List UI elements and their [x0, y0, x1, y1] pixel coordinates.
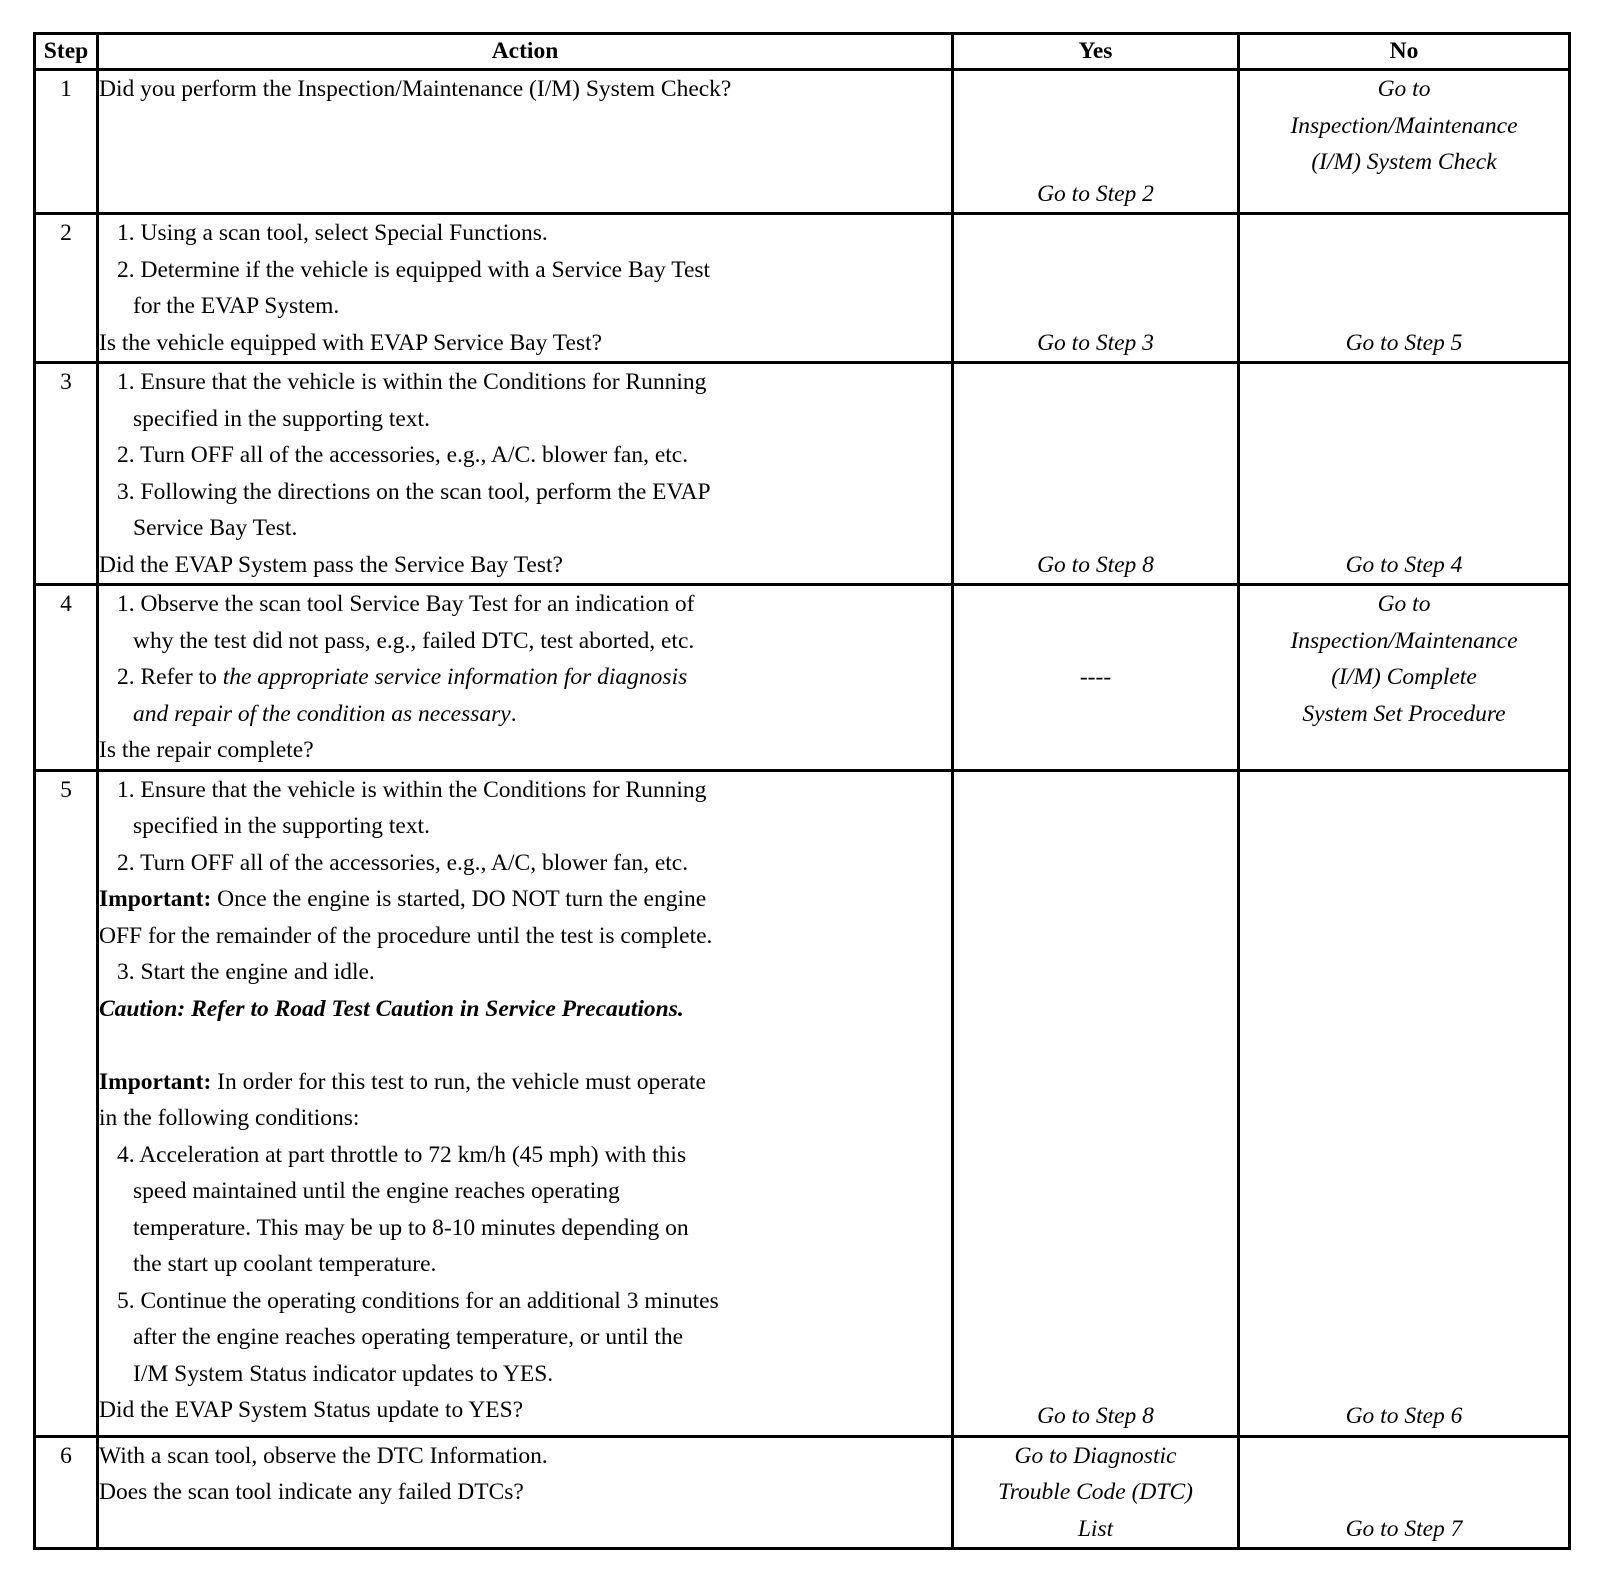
no-cell	[1239, 363, 1570, 585]
action-line: 1. Using a scan tool, select Special Functions.	[117, 220, 548, 246]
action-cell	[98, 214, 953, 363]
table-row	[35, 770, 1570, 1436]
caution-note: Caution: Refer to Road Test Caution in Service Precautions.	[99, 995, 684, 1022]
yes-cell	[953, 1436, 1239, 1549]
header-yes: Yes	[953, 34, 1239, 70]
action-line: 2. Turn OFF all of the accessories, e.g., A/C, blower fan, etc.	[117, 849, 689, 876]
no-cell	[1239, 585, 1570, 771]
period: .	[510, 700, 517, 727]
yes-link[interactable]: Go to Step 2	[1037, 180, 1154, 207]
action-line	[99, 696, 951, 733]
no-cell	[1239, 770, 1570, 1436]
important-text: Once the engine is started, DO NOT turn the engine	[211, 886, 707, 912]
action-line: 4. Acceleration at part throttle to 72 km/h (45 mph) with this	[117, 1141, 687, 1168]
table-row	[35, 1436, 1570, 1549]
table-row	[35, 585, 1570, 771]
action-line: specified in the supporting text.	[133, 405, 430, 432]
step-number: 4	[35, 585, 98, 771]
important-label: Important:	[99, 886, 212, 912]
header-no: No	[1239, 34, 1570, 70]
service-info-link[interactable]: and repair of the condition as necessary	[133, 700, 511, 727]
table-row	[35, 363, 1570, 585]
yes-link[interactable]: Go to Step 8	[1037, 551, 1154, 578]
action-line: I/M System Status indicator updates to YES.	[133, 1360, 554, 1387]
yes-link[interactable]: Go to Step 8	[1037, 1403, 1154, 1429]
important-label: Important:	[99, 1068, 212, 1095]
action-question: Does the scan tool indicate any failed DTCs?	[99, 1479, 524, 1505]
table-row	[35, 214, 1570, 363]
action-line: in the following conditions:	[99, 1105, 360, 1131]
yes-cell	[953, 70, 1239, 214]
action-cell	[98, 1436, 953, 1549]
no-cell	[1239, 1436, 1570, 1549]
action-question: Is the repair complete?	[99, 737, 314, 763]
step-number: 5	[35, 770, 98, 1436]
action-question: Did the EVAP System Status update to YES?	[99, 1397, 524, 1423]
yes-link[interactable]: Trouble Code (DTC)	[998, 1479, 1193, 1505]
header-step: Step	[35, 34, 98, 70]
action-line: Did you perform the Inspection/Maintenance (I/M) System Check?	[99, 76, 732, 102]
action-question: Did the EVAP System pass the Service Bay Test?	[99, 551, 563, 578]
yes-text: ----	[1079, 664, 1112, 690]
action-line: after the engine reaches operating temperature, or until the	[133, 1324, 684, 1350]
table-row	[35, 70, 1570, 214]
action-line: 2. Determine if the vehicle is equipped with a Service Bay Test	[117, 256, 711, 283]
no-link[interactable]: Go to Step 6	[1345, 1403, 1463, 1429]
action-line: 3. Following the directions on the scan tool, perform the EVAP	[117, 478, 711, 505]
action-line: 3. Start the engine and idle.	[117, 959, 375, 985]
action-line: Service Bay Test.	[133, 515, 298, 541]
no-link[interactable]: Inspection/Maintenance	[1290, 112, 1518, 139]
no-link[interactable]: Go to	[1377, 76, 1431, 102]
no-cell	[1239, 70, 1570, 214]
step-number: 6	[35, 1436, 98, 1549]
important-note	[99, 1064, 951, 1101]
step-number: 2	[35, 214, 98, 363]
action-line: 2. Turn OFF all of the accessories, e.g., A/C. blower fan, etc.	[117, 442, 689, 468]
yes-cell	[953, 363, 1239, 585]
action-cell	[98, 70, 953, 214]
action-line: for the EVAP System.	[133, 293, 340, 319]
action-line: speed maintained until the engine reaches operating	[133, 1178, 620, 1204]
action-cell	[98, 363, 953, 585]
refer-label: 2. Refer to	[117, 664, 223, 690]
no-link[interactable]: (I/M) System Check	[1311, 149, 1497, 175]
step-number: 1	[35, 70, 98, 214]
no-link[interactable]: Inspection/Maintenance	[1290, 627, 1518, 654]
action-line: temperature. This may be up to 8-10 minutes depending on	[133, 1214, 689, 1241]
no-link[interactable]: System Set Procedure	[1302, 700, 1506, 727]
table-header-row	[35, 34, 1570, 70]
action-cell	[98, 770, 953, 1436]
action-line: With a scan tool, observe the DTC Information.	[99, 1442, 548, 1469]
no-cell	[1239, 214, 1570, 363]
action-line: why the test did not pass, e.g., failed DTC, test aborted, etc.	[133, 627, 695, 654]
yes-link[interactable]: Go to Step 3	[1037, 329, 1154, 356]
yes-link[interactable]: List	[1077, 1515, 1114, 1542]
step-number: 3	[35, 363, 98, 585]
yes-link[interactable]: Go to Diagnostic	[1014, 1442, 1177, 1469]
service-info-link[interactable]: the appropriate service information for diagnosis	[222, 664, 688, 690]
action-cell	[98, 585, 953, 771]
no-link[interactable]: (I/M) Complete	[1331, 664, 1477, 690]
action-line: 1. Ensure that the vehicle is within the Conditions for Running	[117, 776, 707, 803]
action-line: 1. Observe the scan tool Service Bay Test for an indication of	[117, 591, 695, 617]
no-link[interactable]: Go to Step 5	[1345, 329, 1463, 356]
action-line: the start up coolant temperature.	[133, 1251, 437, 1277]
action-line: OFF for the remainder of the procedure until the test is complete.	[99, 922, 713, 949]
important-note	[99, 881, 951, 918]
yes-cell	[953, 585, 1239, 771]
yes-cell	[953, 770, 1239, 1436]
spacer	[99, 1027, 951, 1064]
action-question: Is the vehicle equipped with EVAP Service Bay Test?	[99, 329, 603, 356]
diagnostic-steps-table	[33, 32, 1571, 1550]
no-link[interactable]: Go to Step 7	[1345, 1515, 1463, 1542]
no-link[interactable]: Go to Step 4	[1345, 551, 1463, 578]
action-line: 5. Continue the operating conditions for an additional 3 minutes	[117, 1287, 719, 1314]
action-line: specified in the supporting text.	[133, 813, 430, 839]
header-action: Action	[98, 34, 953, 70]
important-text: In order for this test to run, the vehicle must operate	[211, 1068, 706, 1095]
yes-cell	[953, 214, 1239, 363]
no-link[interactable]: Go to	[1377, 591, 1431, 617]
action-line: 1. Ensure that the vehicle is within the Conditions for Running	[117, 369, 707, 395]
action-line	[99, 659, 951, 696]
